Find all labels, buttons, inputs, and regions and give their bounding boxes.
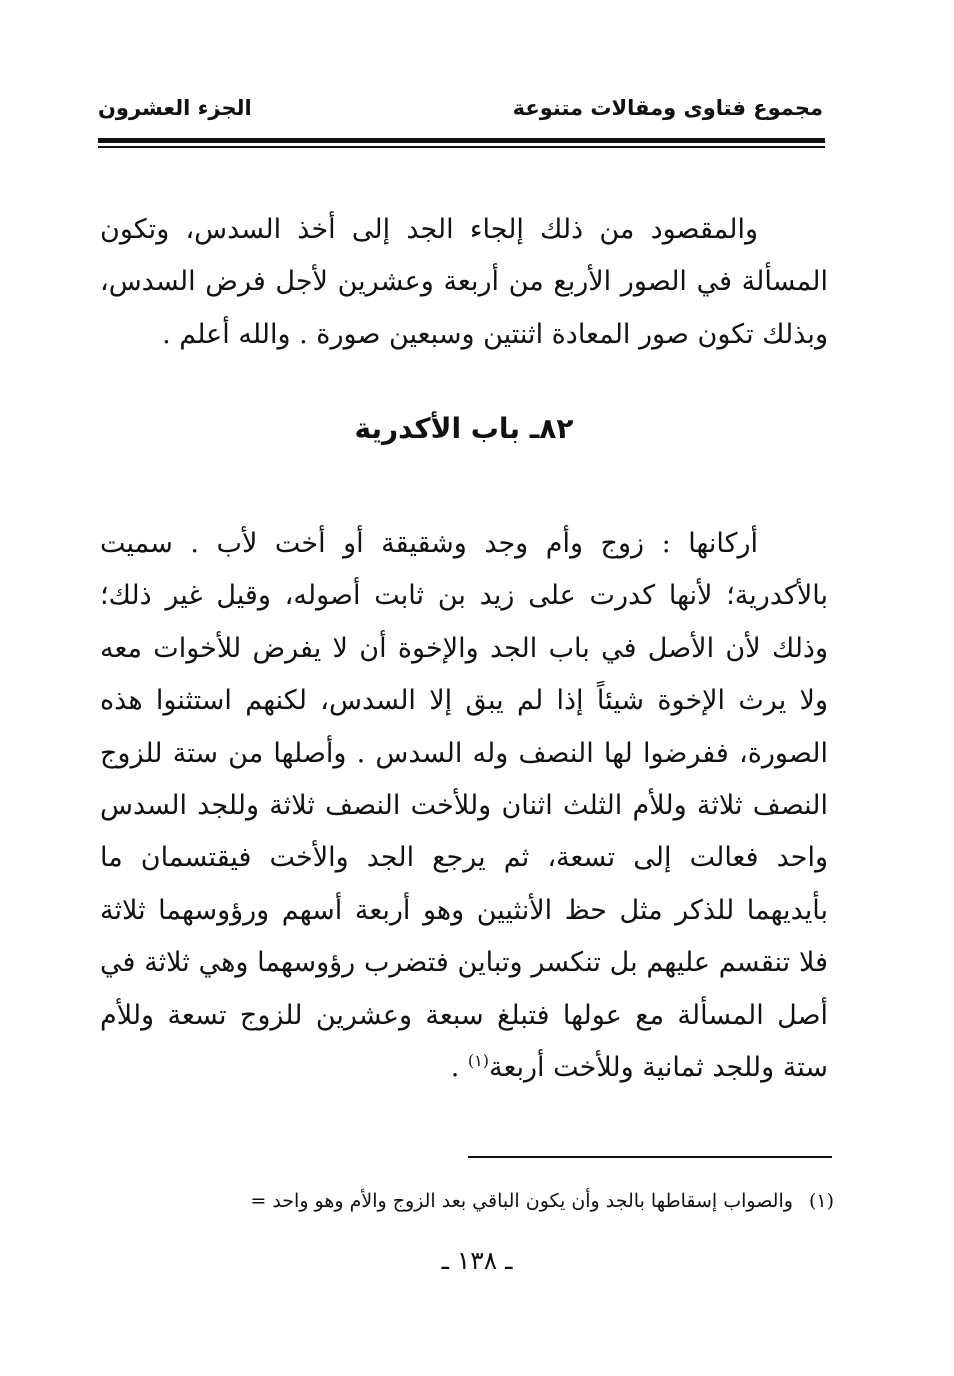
footnote	[96, 1190, 834, 1212]
book-title: مجموع فتاوى ومقالات متنوعة	[512, 96, 823, 120]
header-rule-thin	[98, 146, 825, 148]
volume-label: الجزء العشرون	[98, 96, 252, 120]
footnote-text: والصواب إسقاطها بالجد وأن يكون الباقي بعد الزوج والأم وهو واحد =	[250, 1190, 793, 1212]
footnote-reference[interactable]: (١)	[467, 1051, 489, 1071]
running-header	[98, 96, 823, 136]
paragraph-2	[100, 518, 828, 1094]
footnote-separator	[468, 1156, 832, 1158]
paragraph-1-text: والمقصود من ذلك إلجاء الجد إلى أخذ السدس، وتكون المسألة في الصور الأربع من أربعة وعشرين لأجل فرض السدس، وبذلك تكون صور المعادة اثنتين وسبعين صورة . والله أعلم .	[100, 214, 828, 350]
paragraph-2-text: أركانها : زوج وأم وجد وشقيقة أو أخت لأب . سميت بالأكدرية؛ لأنها كدرت على زيد بن ثابت أصوله، وقيل غير ذلك؛ وذلك لأن الأصل في باب الجد والإخوة أن لا يفرض للأخوات معه ولا يرث الإخوة شيئاً إذا لم يبق إلا السدس، لكنهم استثنوا هذه الصورة، ففرضوا لها النصف وله السدس . وأصلها من ستة للزوج النصف ثلاثة وللأم الثلث اثنان وللأخت النصف ثلاثة وللجد السدس واحد فعالت إلى تسعة، ثم يرجع الجد والأخت فيقتسمان ما بأيديهما للذكر مثل حظ الأنثيين وهو أربعة أسهم ورؤوسهما ثلاثة فلا تنقسم عليهم بل تنكسر وتباين فتضرب رؤوسهما وهي ثلاثة في أصل المسألة مع عولها فتبلغ سبعة وعشرين للزوج تسعة وللأم ستة وللجد ثمانية وللأخت أربعة	[100, 528, 828, 1084]
paragraph-2-end: .	[450, 1052, 468, 1084]
section-heading: ٨٢ـ باب الأكدرية	[354, 412, 574, 445]
footnote-number: (١)	[808, 1190, 834, 1212]
page-number: ـ ١٣٨ ـ	[441, 1246, 513, 1275]
paragraph-1	[100, 204, 828, 361]
header-rule-thick	[98, 138, 825, 143]
